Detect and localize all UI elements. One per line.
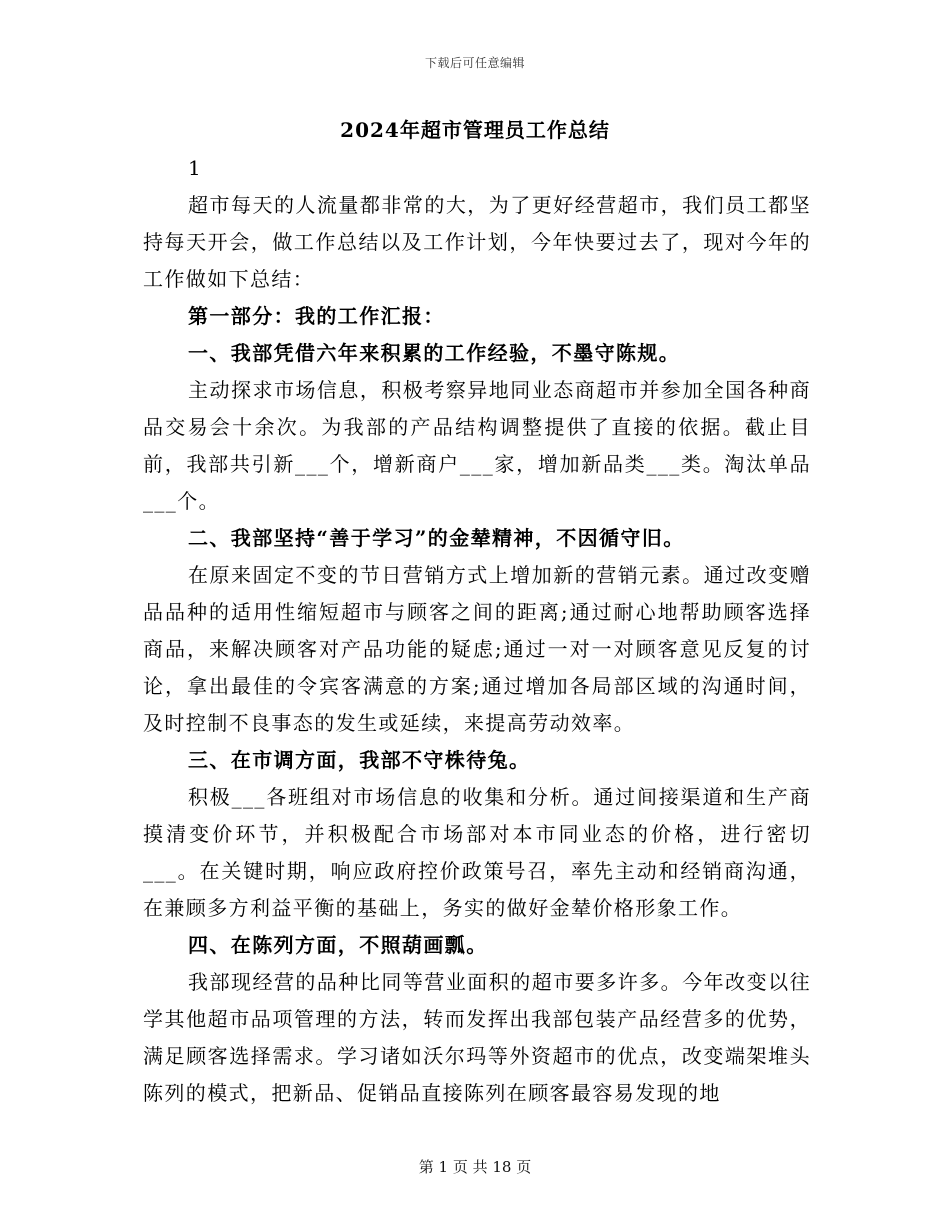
paragraph-item-three: 积极___各班组对市场信息的收集和分析。通过间接渠道和生产商摸清变价环节，并积极配合市场部对本市同业态的价格，进行密切___。在关键时期，响应政府控价政策号召，率先主动和经销商沟通，在兼顾多方利益平衡的基础上，务实的做好金辇价格形象工作。 <box>143 785 811 920</box>
heading-item-two: 二、我部坚持“善于学习”的金辇精神，不因循守旧。 <box>188 526 685 550</box>
document-title: 2024年超市管理员工作总结 <box>340 118 610 142</box>
header-note: 下载后可任意编辑 <box>424 56 525 70</box>
document-body <box>143 150 811 1112</box>
section-number: 1 <box>188 156 203 180</box>
heading-item-four: 四、在陈列方面，不照葫画瓢。 <box>188 933 488 957</box>
paragraph-intro: 超市每天的人流量都非常的大，为了更好经营超市，我们员工都坚持每天开会，做工作总结以及工作计划，今年快要过去了，现对今年的工作做如下总结： <box>143 193 811 291</box>
page-footer: 第 1 页 共 18 页 <box>418 1158 532 1176</box>
paragraph-item-one: 主动探求市场信息，积极考察异地同业态商超市并参加全国各种商品交易会十余次。为我部的产品结构调整提供了直接的依据。截止目前，我部共引新___个，增新商户___家，增加新品类___类。淘汰单品___个。 <box>143 378 811 513</box>
paragraph-item-four: 我部现经营的品种比同等营业面积的超市要多许多。今年改变以往学其他超市品项管理的方法，转而发挥出我部包装产品经营多的优势，满足顾客选择需求。学习诸如沃尔玛等外资超市的优点，改变端架堆头陈列的模式，把新品、促销品直接陈列在顾客最容易发现的地 <box>143 970 811 1105</box>
heading-item-three: 三、在市调方面，我部不守株待兔。 <box>188 748 531 772</box>
heading-item-one: 一、我部凭借六年来积累的工作经验，不墨守陈规。 <box>188 341 681 365</box>
heading-part-one: 第一部分：我的工作汇报： <box>188 304 445 328</box>
paragraph-item-two: 在原来固定不变的节日营销方式上增加新的营销元素。通过改变赠品品种的适用性缩短超市与顾客之间的距离;通过耐心地帮助顾客选择商品，来解决顾客对产品功能的疑虑;通过一对一对顾客意见反复的讨论，拿出最佳的令宾客满意的方案;通过增加各局部区域的沟通时间，及时控制不良事态的发生或延续，来提高劳动效率。 <box>143 563 811 735</box>
